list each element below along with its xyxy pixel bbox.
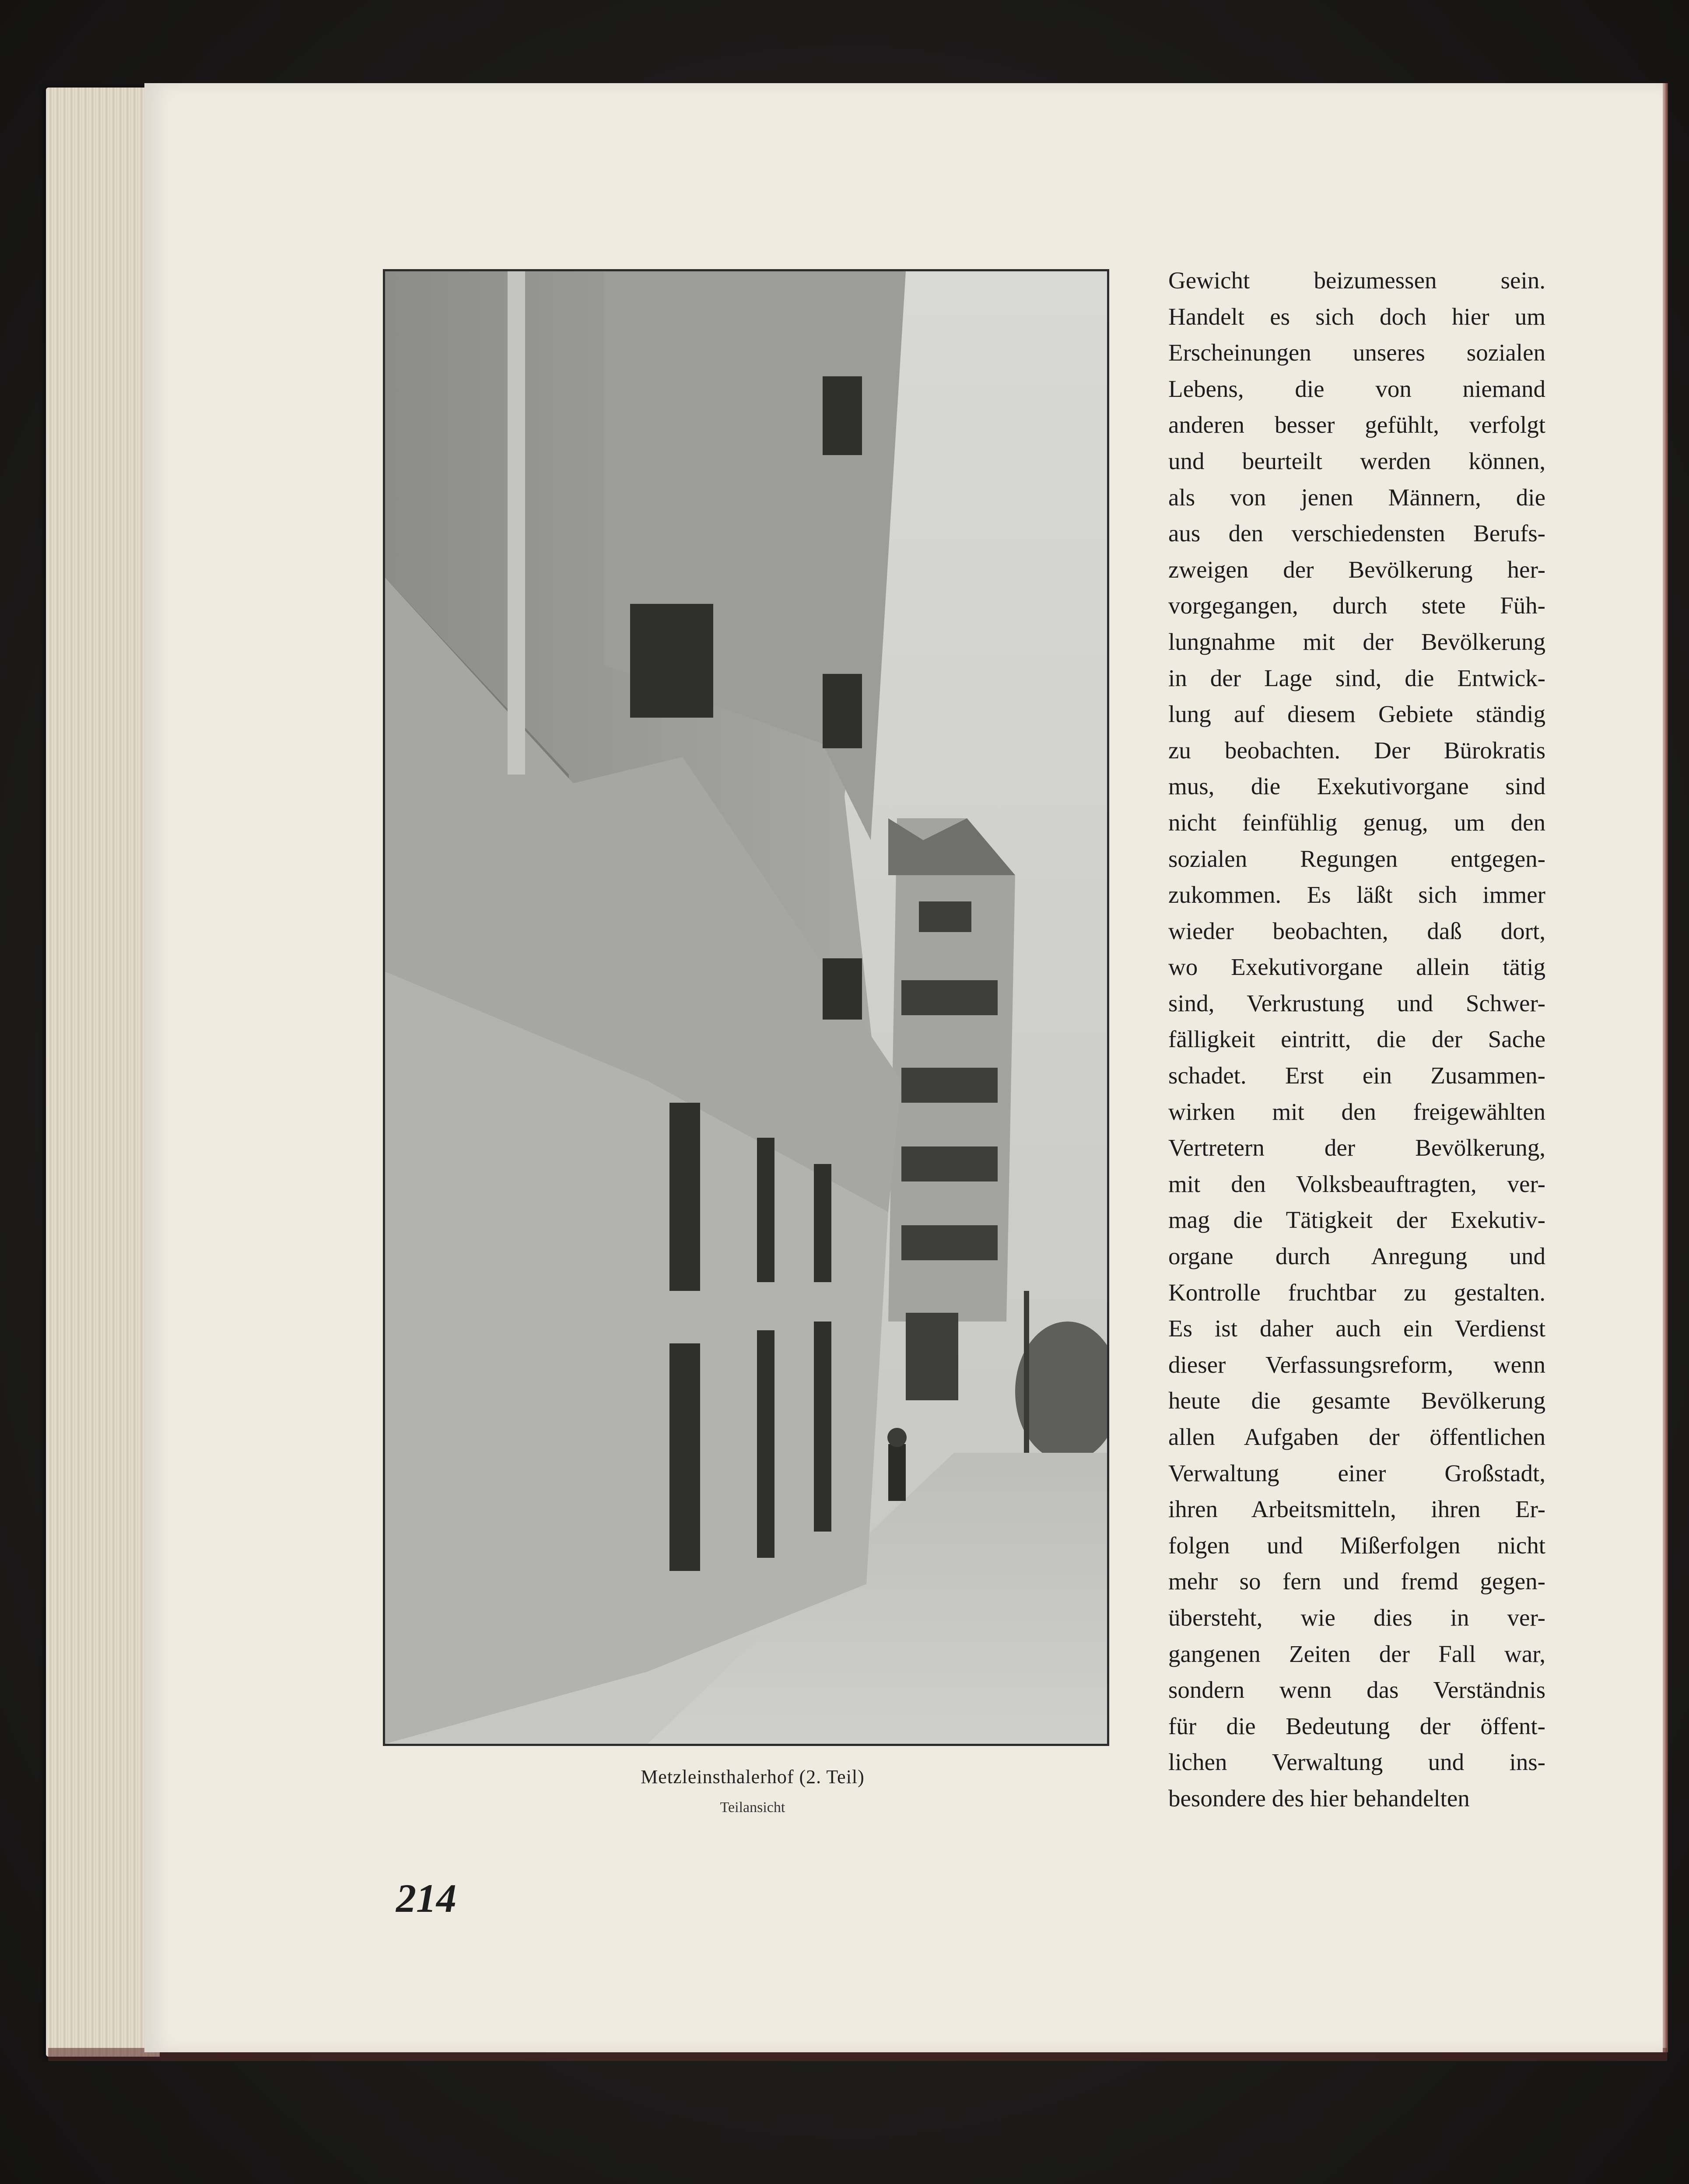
text-line: lichen Verwaltung und ins- [1168, 1749, 1545, 1776]
body-text-column [1168, 263, 1545, 1817]
text-line: Gewicht beizumessen sein. [1168, 267, 1545, 294]
text-line: mehr so fern und fremd gegen- [1168, 1568, 1545, 1595]
text-line: Es ist daher auch ein Verdienst [1168, 1315, 1545, 1342]
text-line: sozialen Regungen entgegen- [1168, 845, 1545, 872]
text-line: wieder beobachten, daß dort, [1168, 917, 1545, 944]
text-line: mit den Volksbeauftragten, ver- [1168, 1170, 1545, 1197]
text-line: sondern wenn das Verständnis [1168, 1676, 1545, 1704]
text-line: aus den verschiedensten Berufs- [1168, 520, 1545, 547]
text-line: Handelt es sich doch hier um [1168, 303, 1545, 330]
text-line: zu beobachten. Der Bürokratis [1168, 736, 1545, 764]
photo-caption-subtitle: Teilansicht [720, 1799, 785, 1816]
text-line: besondere des hier behandelten [1168, 1784, 1470, 1812]
text-line: mag die Tätigkeit der Exekutiv- [1168, 1206, 1545, 1234]
photo-illustration [385, 271, 1107, 1744]
text-line: gangenen Zeiten der Fall war, [1168, 1640, 1545, 1667]
text-line: allen Aufgaben der öffentlichen [1168, 1423, 1545, 1450]
text-line: organe durch Anregung und [1168, 1243, 1545, 1270]
text-line: in der Lage sind, die Entwick- [1168, 664, 1545, 691]
page-stack-edges [46, 88, 160, 2057]
text-line: dieser Verfassungsreform, wenn [1168, 1351, 1545, 1378]
text-line: und beurteilt werden können, [1168, 447, 1545, 474]
text-line: wo Exekutivorgane allein tätig [1168, 954, 1545, 981]
text-line: Lebens, die von niemand [1168, 375, 1545, 402]
photo-caption-title: Metzleinsthalerhof (2. Teil) [641, 1766, 865, 1788]
text-line: Vertretern der Bevölkerung, [1168, 1134, 1545, 1161]
text-line: Erscheinungen unseres sozialen [1168, 339, 1545, 366]
building-photograph [383, 269, 1109, 1746]
text-line: lung auf diesem Gebiete ständig [1168, 701, 1545, 728]
text-line: ihren Arbeitsmitteln, ihren Er- [1168, 1496, 1545, 1523]
text-line: nicht feinfühlig genug, um den [1168, 809, 1545, 836]
text-line: für die Bedeutung der öffent- [1168, 1712, 1545, 1739]
text-line: wirken mit den freigewählten [1168, 1098, 1545, 1125]
text-line: lungnahme mit der Bevölkerung [1168, 628, 1545, 655]
page-number: 214 [396, 1876, 456, 1921]
text-line: heute die gesamte Bevölkerung [1168, 1387, 1545, 1414]
text-line: folgen und Mißerfolgen nicht [1168, 1532, 1545, 1559]
text-line: Kontrolle fruchtbar zu gestalten. [1168, 1279, 1545, 1306]
text-line: Verwaltung einer Großstadt, [1168, 1459, 1545, 1486]
text-line: als von jenen Männern, die [1168, 484, 1545, 511]
text-line: zweigen der Bevölkerung her- [1168, 556, 1545, 583]
text-line: übersteht, wie dies in ver- [1168, 1604, 1545, 1631]
text-line: schadet. Erst ein Zusammen- [1168, 1062, 1545, 1089]
text-line: vorgegangen, durch stete Füh- [1168, 592, 1545, 619]
text-line: sind, Verkrustung und Schwer- [1168, 989, 1545, 1017]
text-line: mus, die Exekutivorgane sind [1168, 773, 1545, 800]
text-line: zukommen. Es läßt sich immer [1168, 881, 1545, 908]
text-line: fälligkeit eintritt, die der Sache [1168, 1026, 1545, 1053]
text-line: anderen besser gefühlt, verfolgt [1168, 411, 1545, 438]
